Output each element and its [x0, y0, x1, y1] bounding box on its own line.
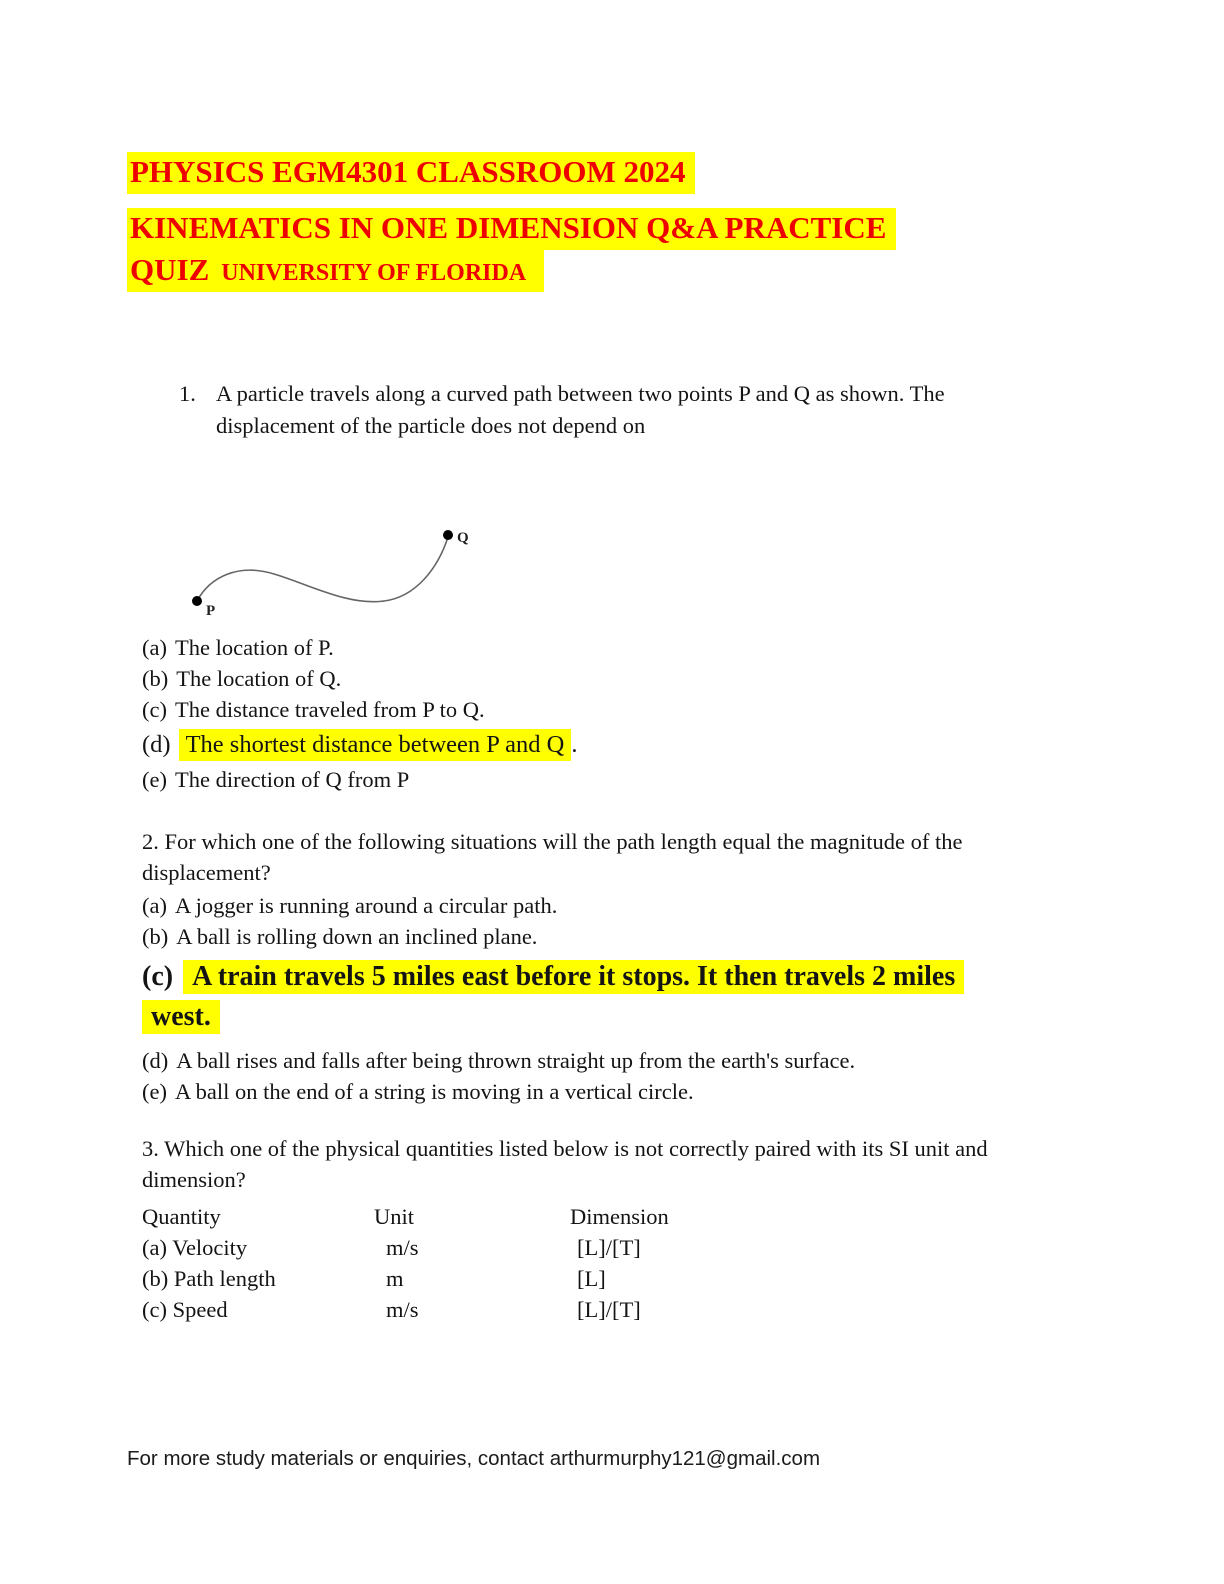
point-p-dot [192, 596, 202, 606]
curve-svg [186, 513, 486, 625]
question-2 [142, 826, 1027, 1107]
q3-row-c-quantity: (c) Speed [142, 1297, 228, 1322]
curved-path-line [197, 537, 448, 602]
q2-option-e [142, 1076, 1027, 1107]
q1-option-e [142, 764, 577, 795]
q2-option-d-text: A ball rises and falls after being thrown straight up from the earth's surface. [176, 1048, 856, 1073]
q2-option-b [142, 921, 1027, 952]
q1-option-a-label: (a) [142, 635, 167, 660]
q1-option-b-label: (b) [142, 666, 169, 691]
point-q-label: Q [457, 530, 469, 546]
q1-option-d-suffix: . [571, 731, 578, 758]
q3-table-header-quantity: Quantity [142, 1204, 221, 1229]
q1-option-d-answer [142, 725, 577, 764]
q1-option-c-text: The distance traveled from P to Q. [174, 697, 485, 722]
q3-table [142, 1201, 1047, 1325]
q1-option-e-text: The direction of Q from P [174, 767, 410, 792]
question-1-text: A particle travels along a curved path between two points P and Q as shown. The displacement of the particle does not depend on [216, 381, 945, 438]
question-1 [179, 378, 1001, 442]
question-3 [142, 1133, 1047, 1325]
q2-option-b-text: A ball is rolling down an inclined plane. [176, 924, 538, 949]
q1-option-c [142, 694, 577, 725]
title-line-1-highlight: PHYSICS EGM4301 CLASSROOM 2024 [127, 152, 695, 194]
q3-row-a-quantity: (a) Velocity [142, 1235, 248, 1260]
q3-row-b-unit: m [386, 1266, 404, 1291]
question-2-text: 2. For which one of the following situations will the path length equal the magnitude of the displacement? [142, 829, 963, 885]
q3-row-b-quantity: (b) Path length [142, 1266, 276, 1291]
question-1-number: 1. [179, 381, 196, 406]
q2-option-d-label: (d) [142, 1048, 169, 1073]
q2-option-a [142, 890, 1027, 921]
q2-option-d [142, 1045, 1027, 1076]
q1-option-b-text: The location of Q. [176, 666, 342, 691]
q1-option-e-label: (e) [142, 767, 167, 792]
footer-contact-line: For more study materials or enquiries, contact arthurmurphy121@gmail.com [127, 1447, 821, 1470]
q2-option-b-label: (b) [142, 924, 169, 949]
question-1-options [142, 632, 577, 795]
q3-row-c-unit: m/s [386, 1297, 419, 1322]
title-line-2-highlight: KINEMATICS IN ONE DIMENSION Q&A PRACTICE [127, 208, 896, 250]
q1-option-c-label: (c) [142, 697, 167, 722]
q3-table-header-dimension: Dimension [570, 1204, 669, 1229]
q2-option-e-text: A ball on the end of a string is moving in a vertical circle. [174, 1079, 694, 1104]
q1-option-a [142, 632, 577, 663]
question-3-text: 3. Which one of the physical quantities listed below is not correctly paired with its SI unit and dimension? [142, 1136, 988, 1192]
title-line-2 [127, 208, 896, 250]
q3-row-b-dimension: [L] [577, 1266, 606, 1291]
q2-option-c-answer [142, 957, 1027, 1037]
q2-option-c-label: (c) [142, 961, 174, 992]
q1-option-d-label: (d) [142, 731, 171, 758]
title-line-1 [127, 152, 896, 194]
title-line-3 [127, 250, 896, 292]
title-quiz-word: QUIZ [130, 252, 210, 288]
q1-option-a-text: The location of P. [174, 635, 334, 660]
q2-option-a-text: A jogger is running around a circular path. [174, 893, 558, 918]
q3-row-c-dimension: [L]/[T] [577, 1297, 641, 1322]
q3-table-header-unit: Unit [374, 1204, 415, 1229]
document-title [127, 152, 896, 292]
q2-answer-highlight-line2: west. [142, 1000, 220, 1034]
curved-path-figure [186, 513, 486, 625]
q3-row-a-dimension: [L]/[T] [577, 1235, 641, 1260]
q2-option-a-label: (a) [142, 893, 167, 918]
title-university: UNIVERSITY OF FLORIDA [221, 260, 527, 287]
q2-option-e-label: (e) [142, 1079, 167, 1104]
q3-row-a-unit: m/s [386, 1235, 419, 1260]
q1-option-b [142, 663, 577, 694]
point-q-dot [443, 530, 453, 540]
point-p-label: P [206, 603, 216, 619]
q1-option-d-highlight: The shortest distance between P and Q [179, 729, 572, 761]
title-line-3-highlight [127, 250, 544, 292]
q2-answer-highlight-line1: A train travels 5 miles east before it stops. It then travels 2 miles [183, 960, 964, 994]
